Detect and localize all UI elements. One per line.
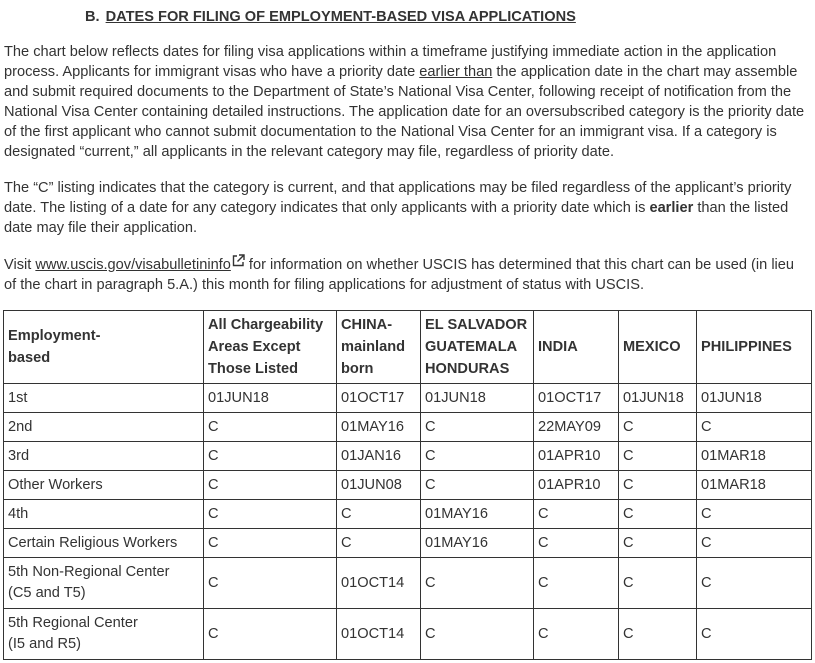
intro-text-b: the application date in the chart may assemble and submit required documents to the Department of State’s National Visa Center, following receipt of notification from the National Visa Center containing detailed instructions. The application date for an oversubscribed category is the priority date of the first applicant who cannot submit documentation to the National Visa Center for an immigrant visa. If a category is designated “current,” all applicants in the relevant category may file, regardless of priority date. (4, 64, 805, 160)
current-listing-paragraph (4, 178, 810, 238)
table-row (4, 442, 812, 471)
header-all-chargeability: All Chargeability Areas Except Those Listed (204, 311, 337, 384)
table-row (4, 609, 812, 660)
cell-el-salvador-guatemala-honduras: 01MAY16 (421, 500, 534, 529)
cell-philippines: C (697, 558, 812, 609)
cell-category: Other Workers (4, 471, 204, 500)
uscis-link[interactable]: www.uscis.gov/visabulletininfo (35, 257, 231, 273)
cell-category: 3rd (4, 442, 204, 471)
cell-india: 22MAY09 (534, 413, 619, 442)
table-row (4, 500, 812, 529)
current-text-b: than the listed date may file their application. (4, 200, 789, 236)
cell-all-chargeability: C (204, 500, 337, 529)
cell-el-salvador-guatemala-honduras: C (421, 413, 534, 442)
cell-china: 01MAY16 (337, 413, 421, 442)
filing-dates-table (3, 310, 812, 660)
cell-all-chargeability: C (204, 609, 337, 660)
cell-india: C (534, 609, 619, 660)
cell-china: 01OCT14 (337, 558, 421, 609)
cell-india: 01APR10 (534, 471, 619, 500)
cell-el-salvador-guatemala-honduras: 01JUN18 (421, 384, 534, 413)
cell-el-salvador-guatemala-honduras: C (421, 609, 534, 660)
external-link-icon[interactable] (232, 254, 245, 267)
cell-all-chargeability: 01JUN18 (204, 384, 337, 413)
header-philippines: PHILIPPINES (697, 311, 812, 384)
cell-el-salvador-guatemala-honduras: C (421, 442, 534, 471)
uscis-text-a: Visit (4, 257, 36, 273)
cell-mexico: C (619, 529, 697, 558)
cell-china: C (337, 529, 421, 558)
cell-philippines: 01MAR18 (697, 442, 812, 471)
table-row (4, 384, 812, 413)
cell-mexico: C (619, 500, 697, 529)
cell-all-chargeability: C (204, 529, 337, 558)
cell-el-salvador-guatemala-honduras: C (421, 558, 534, 609)
cell-category: 2nd (4, 413, 204, 442)
uscis-text-b: for information on whether USCIS has determined that this chart can be used (in lieu of the chart in paragraph 5.A.) this month for filing applications for adjustment of status with USCIS. (4, 257, 795, 293)
current-text-a: The “C” listing indicates that the category is current, and that applications may be filed regardless of the applicant’s priority date. The listing of a date for any category indicates that only applicants with a priority date which is (4, 180, 792, 216)
cell-india: 01OCT17 (534, 384, 619, 413)
header-china: CHINA- mainland born (337, 311, 421, 384)
cell-philippines: C (697, 529, 812, 558)
cell-china: 01JUN08 (337, 471, 421, 500)
cell-philippines: C (697, 609, 812, 660)
cell-india: C (534, 500, 619, 529)
cell-mexico: C (619, 609, 697, 660)
cell-india: C (534, 529, 619, 558)
intro-text-a: The chart below reflects dates for filing visa applications within a timeframe justifying immediate action in the application process. Applicants for immigrant visas who have a priority date (4, 44, 777, 80)
cell-china: 01OCT14 (337, 609, 421, 660)
cell-el-salvador-guatemala-honduras: C (421, 471, 534, 500)
section-letter: B. (85, 9, 100, 25)
cell-philippines: 01JUN18 (697, 384, 812, 413)
cell-china: C (337, 500, 421, 529)
cell-mexico: C (619, 471, 697, 500)
cell-category: 5th Regional Center (I5 and R5) (4, 609, 204, 660)
table-row (4, 558, 812, 609)
cell-philippines: 01MAR18 (697, 471, 812, 500)
cell-mexico: C (619, 442, 697, 471)
header-mexico: MEXICO (619, 311, 697, 384)
table-row (4, 471, 812, 500)
earlier-than-emphasis: earlier than (419, 64, 493, 80)
cell-all-chargeability: C (204, 413, 337, 442)
table-header-row (4, 311, 812, 384)
cell-china: 01OCT17 (337, 384, 421, 413)
cell-mexico: 01JUN18 (619, 384, 697, 413)
cell-category: 5th Non-Regional Center (C5 and T5) (4, 558, 204, 609)
cell-category: 4th (4, 500, 204, 529)
cell-china: 01JAN16 (337, 442, 421, 471)
table-row (4, 529, 812, 558)
cell-india: C (534, 558, 619, 609)
cell-el-salvador-guatemala-honduras: 01MAY16 (421, 529, 534, 558)
header-india: INDIA (534, 311, 619, 384)
cell-philippines: C (697, 500, 812, 529)
cell-category: 1st (4, 384, 204, 413)
cell-all-chargeability: C (204, 471, 337, 500)
intro-paragraph (4, 42, 810, 162)
section-heading (85, 7, 576, 27)
cell-all-chargeability: C (204, 558, 337, 609)
section-title: DATES FOR FILING OF EMPLOYMENT-BASED VISA APPLICATIONS (105, 9, 576, 25)
table-row (4, 413, 812, 442)
cell-philippines: C (697, 413, 812, 442)
cell-mexico: C (619, 558, 697, 609)
cell-mexico: C (619, 413, 697, 442)
earlier-emphasis: earlier (649, 200, 694, 216)
cell-india: 01APR10 (534, 442, 619, 471)
cell-category: Certain Religious Workers (4, 529, 204, 558)
uscis-paragraph (4, 254, 810, 295)
cell-all-chargeability: C (204, 442, 337, 471)
header-el-salvador-guatemala-honduras: EL SALVADOR GUATEMALA HONDURAS (421, 311, 534, 384)
header-employment-based: Employment- based (4, 311, 204, 384)
